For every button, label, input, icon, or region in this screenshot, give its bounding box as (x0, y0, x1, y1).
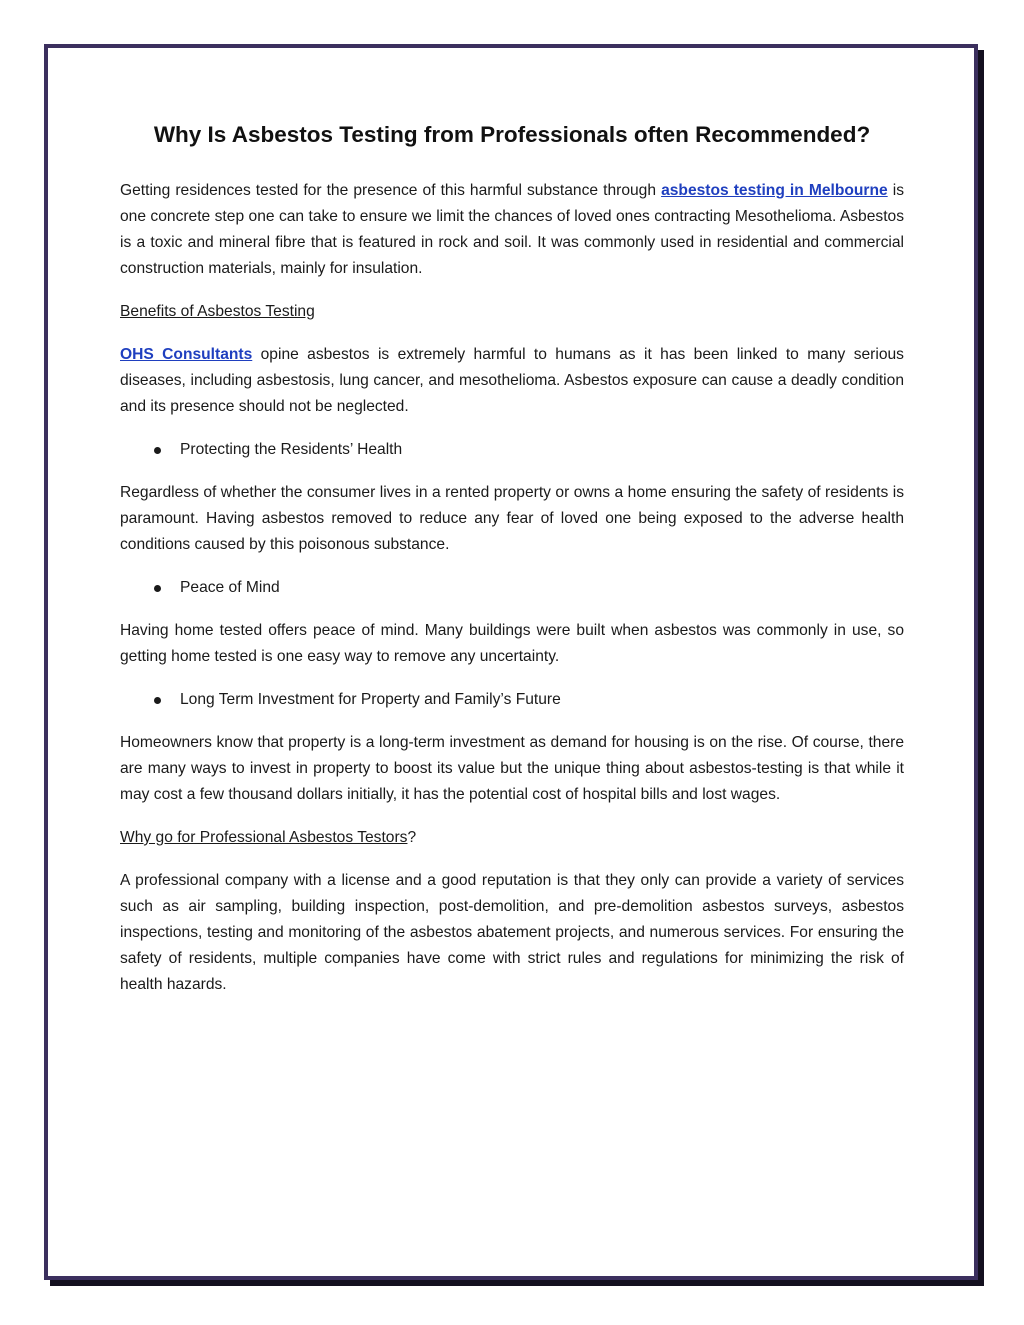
list-item (120, 575, 904, 601)
professional-company-paragraph: A professional company with a license and a good reputation is that they only can provide a variety of services such as air sampling, building inspection, post-demolition, and pre-demolition asbestos surveys, asbestos inspections, testing and monitoring of the asbestos abatement projects, and numerous services. For ensuring the safety of residents, multiple companies have come with strict rules and regulations for minimizing the risk of health hazards. (120, 872, 904, 993)
investment-paragraph: Homeowners know that property is a long-term investment as demand for housing is on the rise. Of course, there are many ways to invest in property to boost its value but the unique thing about asbestos-testing is that while it may cost a few thousand dollars initially, it has the potential cost of hospital bills and lost wages. (120, 734, 904, 803)
ohs-paragraph (120, 342, 904, 420)
why-heading-suffix: ? (407, 829, 417, 846)
bullet-label: Long Term Investment for Property and Family’s Future (180, 691, 561, 708)
list-item (120, 437, 904, 463)
bullet-label: Protecting the Residents’ Health (180, 441, 403, 458)
why-heading-text: Why go for Professional Asbestos Testors (120, 829, 408, 846)
page-title: Why Is Asbestos Testing from Professionals often Recommended? (153, 122, 871, 147)
intro-paragraph (120, 178, 904, 282)
bullet-list-1 (120, 437, 904, 463)
health-paragraph: Regardless of whether the consumer lives in a rented property or owns a home ensuring the safety of residents is paramount. Having asbestos removed to reduce any fear of loved one being exposed to the adverse health conditions caused by this poisonous substance. (120, 484, 904, 553)
intro-text-before-link: Getting residences tested for the presence of this harmful substance through (120, 182, 662, 199)
why-heading (120, 825, 904, 851)
bullet-list-3 (120, 687, 904, 713)
ohs-consultants-link[interactable]: OHS Consultants (120, 346, 253, 363)
bullet-icon (154, 585, 161, 592)
bullet-icon (154, 447, 161, 454)
peace-of-mind-paragraph: Having home tested offers peace of mind. Many buildings were built when asbestos was commonly in use, so getting home tested is one easy way to remove any uncertainty. (120, 622, 904, 665)
list-item (120, 687, 904, 713)
bullet-icon (154, 697, 161, 704)
document-body (120, 118, 904, 1015)
intro-text-after-link: is one concrete step one can take to ensure we limit the chances of loved ones contracting Mesothelioma. Asbestos is a toxic and mineral fibre that is featured in rock and soil. It was commonly used in residential and commercial construction materials, mainly for insulation. (120, 182, 904, 277)
bullet-list-2 (120, 575, 904, 601)
bullet-label: Peace of Mind (180, 579, 280, 596)
benefits-heading: Benefits of Asbestos Testing (120, 303, 315, 320)
ohs-paragraph-text: opine asbestos is extremely harmful to humans as it has been linked to many serious diseases, including asbestosis, lung cancer, and mesothelioma. Asbestos exposure can cause a deadly condition and its presence should not be neglected. (120, 346, 904, 415)
asbestos-testing-melbourne-link[interactable]: asbestos testing in Melbourne (661, 182, 888, 199)
